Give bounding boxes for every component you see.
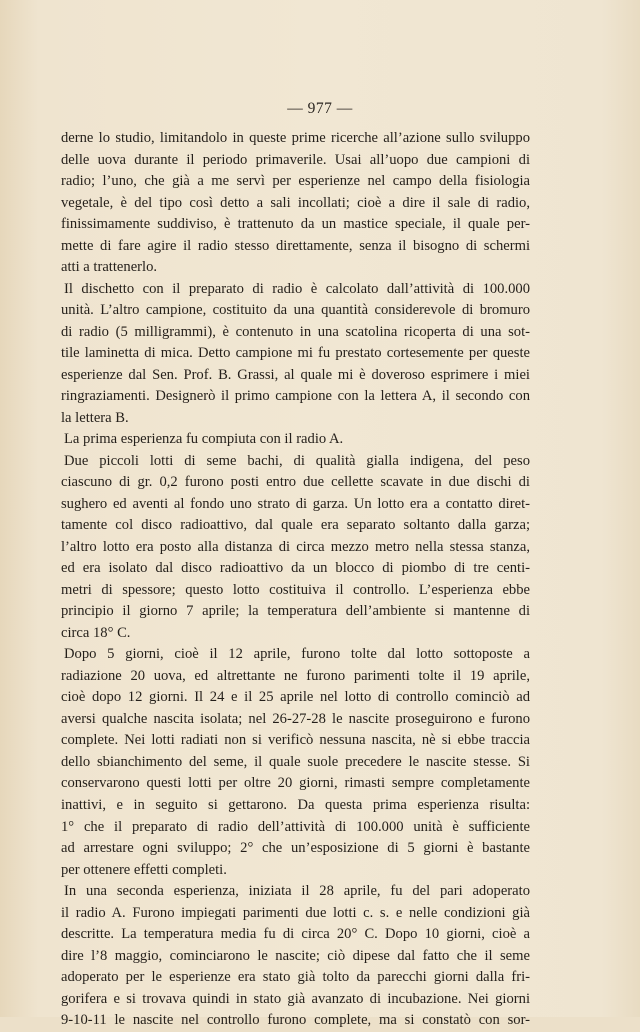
- text-line: il radio A. Furono impiegati parimenti due lotti c. s. e nelle condizioni già: [61, 904, 530, 921]
- text-line: cioè dopo 12 giorni. Il 24 e il 25 aprile nel lotto di controllo cominciò ad: [61, 689, 530, 706]
- text-line: adoperato per le esperienze era stato già tolto da parecchi giorni dalla fri-: [61, 969, 530, 986]
- text-line: gorifera e si trovava quindi in stato già avanzato di incubazione. Nei giorni: [61, 990, 530, 1007]
- text-line: aversi qualche nascita isolata; nel 26-27-28 le nascite proseguirono e furono: [61, 710, 530, 727]
- text-line: 9-10-11 le nascite nel controllo furono complete, ma si constatò con sor-: [61, 1012, 530, 1029]
- text-line: circa 18° C.: [61, 624, 131, 641]
- text-line: ciascuno di gr. 0,2 furono posti entro due cellette scavate in due dischi di: [61, 474, 530, 491]
- text-line: mette di fare agire il radio stesso direttamente, senza il bisogno di schermi: [61, 237, 530, 254]
- text-line: principio il giorno 7 aprile; la temperatura dell’ambiente si mantenne di: [61, 603, 530, 620]
- page-number: — 977 —: [287, 100, 353, 117]
- text-line: descritte. La temperatura media fu di circa 20° C. Dopo 10 giorni, cioè a: [61, 926, 530, 943]
- text-line: esperienze dal Sen. Prof. B. Grassi, al quale mi è doveroso esprimere i miei: [61, 366, 530, 383]
- text-line: La prima esperienza fu compiuta con il radio A.: [64, 431, 344, 448]
- text-line: delle uova durante il periodo primaverile. Usai all’uopo due campioni di: [61, 151, 530, 168]
- text-line: la lettera B.: [61, 409, 129, 426]
- text-line: finissimamente suddiviso, è trattenuto da un mastice speciale, il quale per-: [61, 216, 530, 233]
- text-line: metri di spessore; questo lotto costituiva il controllo. L’esperienza ebbe: [61, 581, 530, 598]
- text-line: Dopo 5 giorni, cioè il 12 aprile, furono tolte dal lotto sottoposte a: [64, 646, 530, 663]
- text-line: In una seconda esperienza, iniziata il 28 aprile, fu del pari adoperato: [64, 883, 530, 900]
- body-text: [61, 128, 530, 1032]
- text-line: Il dischetto con il preparato di radio è calcolato dall’attività di 100.000: [64, 280, 530, 297]
- text-line: atti a trattenerlo.: [61, 259, 158, 276]
- text-line: radio; l’uno, che già a me servì per esperienze nel campo della fisiologia: [61, 173, 530, 190]
- text-line: ringraziamenti. Designerò il primo campione con la lettera A, il secondo con: [61, 388, 530, 405]
- text-line: dire l’8 maggio, cominciarono le nascite; ciò dipese dal fatto che il seme: [61, 947, 530, 964]
- text-line: complete. Nei lotti radiati non si verificò nessuna nascita, nè si ebbe traccia: [61, 732, 530, 749]
- text-line: tamente col disco radioattivo, dal quale era separato soltanto dalla garza;: [61, 517, 530, 534]
- text-line: per ottenere effetti completi.: [61, 861, 227, 878]
- text-line: di radio (5 milligrammi), è contenuto in una scatolina ricoperta di una sot-: [61, 323, 530, 340]
- text-line: conservarono questi lotti per oltre 20 giorni, rimasti sempre completamente: [61, 775, 530, 792]
- text-line: Due piccoli lotti di seme bachi, di qualità gialla indigena, del peso: [64, 452, 530, 469]
- text-line: l’altro lotto era posto alla distanza di circa mezzo metro nella stessa stanza,: [61, 538, 530, 555]
- text-line: ed era isolato dal disco radioattivo da un blocco di piombo di tre centi-: [61, 560, 530, 577]
- text-line: vegetale, è del tipo così detto a sali incollati; cioè a dire il sale di radio,: [61, 194, 530, 211]
- text-line: 1° che il preparato di radio dell’attività di 100.000 unità è sufficiente: [61, 818, 530, 835]
- text-line: sughero ed aventi al fondo uno strato di garza. Un lotto era a contatto diret-: [61, 495, 530, 512]
- text-line: radiazione 20 uova, ed altrettante ne furono parimenti tolte il 19 aprile,: [61, 667, 530, 684]
- text-line: unità. L’altro campione, costituito da una quantità considerevole di bromuro: [61, 302, 530, 319]
- text-line: tile laminetta di mica. Detto campione mi fu prestato cortesemente per queste: [61, 345, 530, 362]
- text-line: dello sbianchimento del seme, il quale suole precedere le nascite stesse. Si: [61, 753, 530, 770]
- text-line: derne lo studio, limitandolo in queste prime ricerche all’azione sullo sviluppo: [61, 130, 530, 146]
- text-line: inattivi, e in seguito si gettarono. Da questa prima esperienza risulta:: [61, 796, 530, 813]
- text-line: ad arrestare ogni sviluppo; 2° che un’esposizione di 5 giorni è bastante: [61, 840, 530, 857]
